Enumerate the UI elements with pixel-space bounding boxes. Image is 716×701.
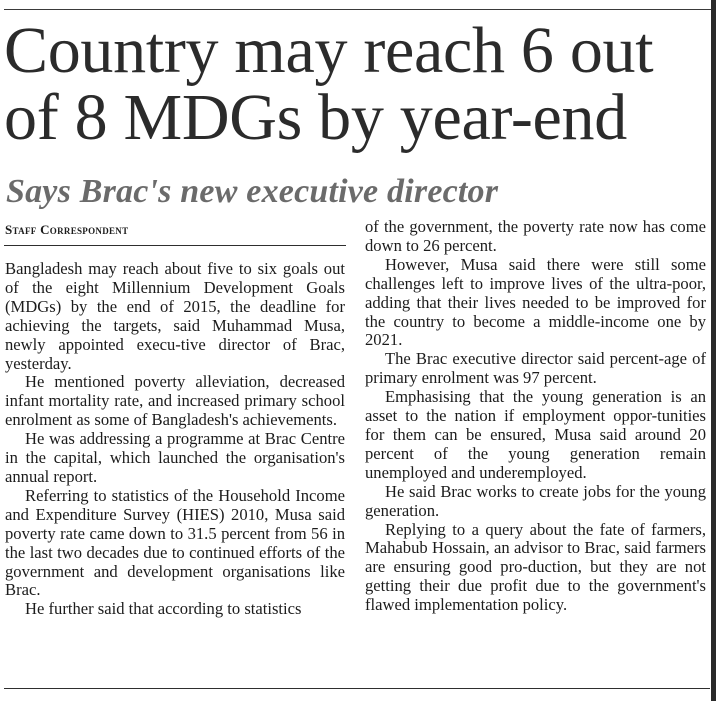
paragraph: He was addressing a programme at Brac Centre in the capital, which launched the organisation's annual report. <box>5 429 345 486</box>
subhead: Says Brac's new executive director <box>6 173 499 210</box>
paragraph: The Brac executive director said percent-age of primary enrolment was 97 percent. <box>365 349 706 388</box>
paragraph: Emphasising that the young generation is an asset to the nation if employment oppor-tunities for them can be ensured, Musa said around 20 percent of the young generation remain unemployed and underemployed. <box>365 387 706 482</box>
byline: Staff Correspondent <box>5 222 129 237</box>
paragraph: He mentioned poverty alleviation, decreased infant mortality rate, and increased primary school enrolment as some of Bangladesh's achievements. <box>5 372 345 430</box>
top-rule <box>4 9 712 10</box>
paragraph: Bangladesh may reach about five to six goals out of the eight Millennium Development Goals (MDGs) by the end of 2015, the deadline for achieving the targets, said Muhammad Musa, newly appointed execu-tive director of Brac, yesterday. <box>5 259 345 373</box>
paragraph: of the government, the poverty rate now has come down to 26 percent. <box>365 217 706 255</box>
paragraph: He said Brac works to create jobs for the young generation. <box>365 481 706 520</box>
bottom-rule <box>4 688 710 689</box>
byline-rule <box>4 245 346 246</box>
right-edge-bar <box>711 0 716 701</box>
article-column-1 <box>5 260 345 619</box>
paragraph: Replying to a query about the fate of farmers, Mahabub Hossain, an advisor to Brac, said farmers are ensuring good pro-duction, but they are not getting their due profit due to the government's flawed implementation policy. <box>365 519 706 615</box>
headline: Country may reach 6 out of 8 MDGs by year-end <box>4 14 654 154</box>
paragraph: He further said that according to statistics <box>25 599 302 619</box>
article-column-2 <box>365 218 706 615</box>
paragraph: Referring to statistics of the Household Income and Expenditure Survey (HIES) 2010, Musa said poverty rate came down to 31.5 percent from 56 in the last two decades due to continued efforts of the government and development organisations like Brac. <box>5 485 345 600</box>
paragraph: However, Musa said there were still some challenges left to improve lives of the ultra-poor, adding that their lives needed to be improved for the country to become a middle-income one by 2021. <box>365 254 706 350</box>
